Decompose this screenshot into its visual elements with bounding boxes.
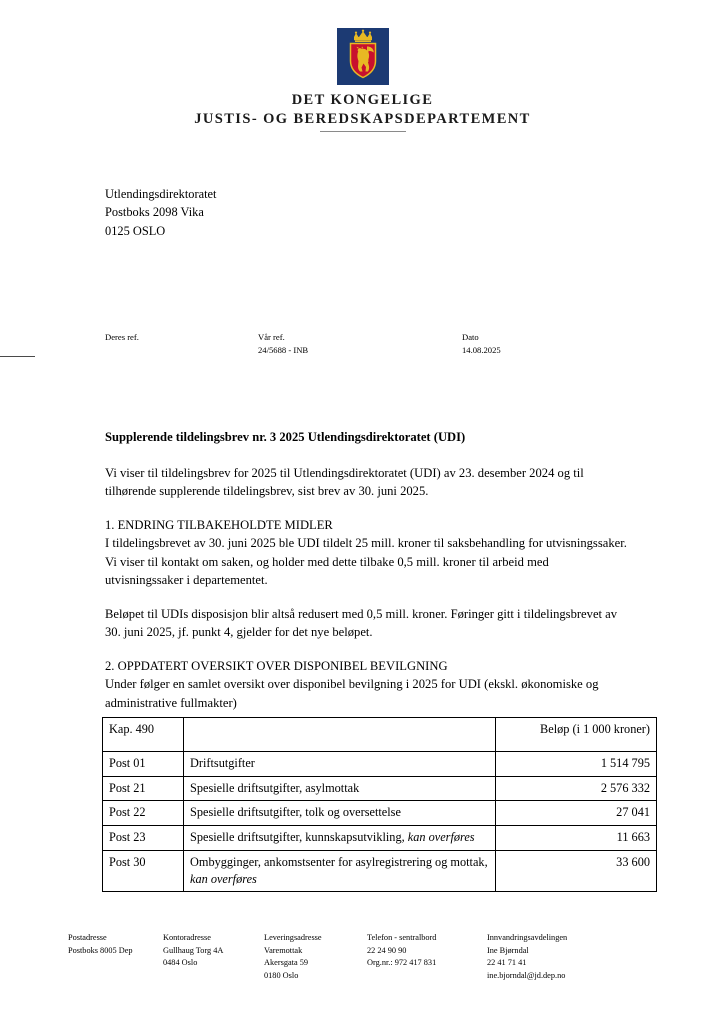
footer-line: 22 41 71 41 [487, 958, 527, 968]
var-ref-block [258, 331, 308, 358]
footer-contact-email: ine.bjorndal@jd.dep.no [487, 970, 566, 980]
row-description-text: Spesielle driftsutgifter, tolk og oversettelse [190, 805, 401, 820]
row-description-text: Spesielle driftsutgifter, kunnskapsutvikling, [190, 830, 408, 845]
footer-delivery-address [264, 932, 366, 982]
footer-postal-address [68, 932, 166, 957]
var-ref-label: Vår ref. [258, 332, 285, 342]
dato-label: Dato [462, 332, 479, 342]
table-row [103, 850, 657, 891]
footer-contact-person [487, 932, 657, 982]
section-1-paragraph-2: Beløpet til UDIs disposisjon blir altså redusert med 0,5 mill. kroner. Føringer gitt i tildelingsbrevet av 30. juni 2025, jf. punkt 4, gjelder for det nye beløpet. [105, 606, 618, 639]
recipient-line-1: Utlendingsdirektoratet [105, 187, 217, 201]
table-row [103, 826, 657, 851]
budget-table [102, 717, 657, 892]
deres-ref-label: Deres ref. [105, 332, 139, 342]
footer-line: Akersgata 59 [264, 958, 309, 968]
row-description [184, 850, 496, 891]
row-description-text: Driftsutgifter [190, 756, 255, 770]
footer-heading: Innvandringsavdelingen [487, 933, 568, 942]
row-amount: 1 514 795 [496, 752, 657, 777]
row-post: Post 01 [103, 752, 184, 777]
row-description [184, 801, 496, 826]
row-description-text: Spesielle driftsutgifter, asylmottak [190, 780, 360, 795]
row-post: Post 23 [103, 826, 184, 851]
footer-line: Gullhaug Torg 4A [163, 945, 224, 955]
intro-paragraph: Vi viser til tildelingsbrev for 2025 til Utlendingsdirektoratet (UDI) av 23. desember 2024 og til tilhørende supplerende tildelingsbrev, sist brev av 30. juni 2025. [105, 465, 584, 498]
footer-heading: Leveringsadresse [264, 933, 322, 942]
row-post: Post 21 [103, 776, 184, 801]
table-row [103, 752, 657, 777]
footer-line: Varemottak [264, 945, 303, 955]
row-amount: 11 663 [496, 826, 657, 851]
footer-line: 0484 Oslo [163, 958, 198, 968]
letterhead [0, 28, 725, 132]
footer-heading: Postadresse [68, 933, 107, 942]
footer-office-address [163, 932, 263, 970]
row-amount: 33 600 [496, 850, 657, 891]
row-description [184, 776, 496, 801]
department-name-line2: JUSTIS- OG BEREDSKAPSDEPARTEMENT [194, 110, 531, 127]
letter-body [105, 428, 627, 727]
row-description [184, 826, 496, 851]
footer-line: Postboks 8005 Dep [68, 945, 133, 955]
table-row [103, 776, 657, 801]
row-description-italic: kan overføres [407, 830, 475, 845]
footer-line: 22 24 90 90 [367, 945, 407, 955]
footer-line: 0180 Oslo [264, 970, 299, 980]
row-post: Post 22 [103, 801, 184, 826]
footer-line: Ine Bjørndal [487, 945, 529, 955]
var-ref-value: 24/5688 - INB [258, 345, 309, 356]
footer-telephone [367, 932, 487, 970]
document-title: Supplerende tildelingsbrev nr. 3 2025 Utlendingsdirektoratet (UDI) [105, 430, 466, 444]
row-description-italic: kan overføres [190, 871, 257, 886]
row-amount: 2 576 332 [496, 776, 657, 801]
row-description-text: Ombygginger, ankomstsenter for asylregistrering og mottak, [190, 854, 488, 869]
table-header-row [103, 718, 657, 752]
deres-ref-block [105, 331, 139, 344]
row-amount: 27 041 [496, 801, 657, 826]
letterhead-divider [320, 131, 406, 132]
footer-heading: Telefon - sentralbord [367, 933, 437, 942]
table-header-chapter: Kap. 490 [103, 718, 184, 752]
row-description [184, 752, 496, 777]
footer-line: Org.nr.: 972 417 831 [367, 958, 437, 968]
department-name-line1: DET KONGELIGE [291, 92, 434, 108]
section-2-heading: 2. OPPDATERT OVERSIKT OVER DISPONIBEL BEVILGNING [105, 658, 448, 673]
section-1-body: I tildelingsbrevet av 30. juni 2025 ble UDI tildelt 25 mill. kroner til saksbehandling for utvisningssaker. Vi viser til kontakt om saken, og holder med dette tilbake 0,5 mill. kroner til arbeid med utvisningssaker i departementet. [105, 536, 627, 587]
section-1-heading: 1. ENDRING TILBAKEHOLDTE MIDLER [105, 517, 333, 532]
recipient-line-2: Postboks 2098 Vika [105, 205, 204, 220]
budget-table-body [103, 718, 657, 892]
table-header-description [184, 718, 496, 752]
dato-value: 14.08.2025 [462, 345, 501, 356]
dato-block [462, 331, 501, 358]
table-row [103, 801, 657, 826]
recipient-address [105, 185, 217, 240]
recipient-line-3: 0125 OSLO [105, 223, 166, 238]
norwegian-coat-of-arms-icon [337, 28, 389, 85]
fold-mark [0, 356, 35, 357]
row-post: Post 30 [103, 850, 184, 891]
table-header-amount: Beløp (i 1 000 kroner) [496, 718, 657, 752]
section-2-body: Under følger en samlet oversikt over disponibel bevilgning i 2025 for UDI (ekskl. økonomiske og administrative fullmakter) [105, 677, 599, 710]
footer-heading: Kontoradresse [163, 933, 211, 942]
department-name [0, 91, 725, 128]
